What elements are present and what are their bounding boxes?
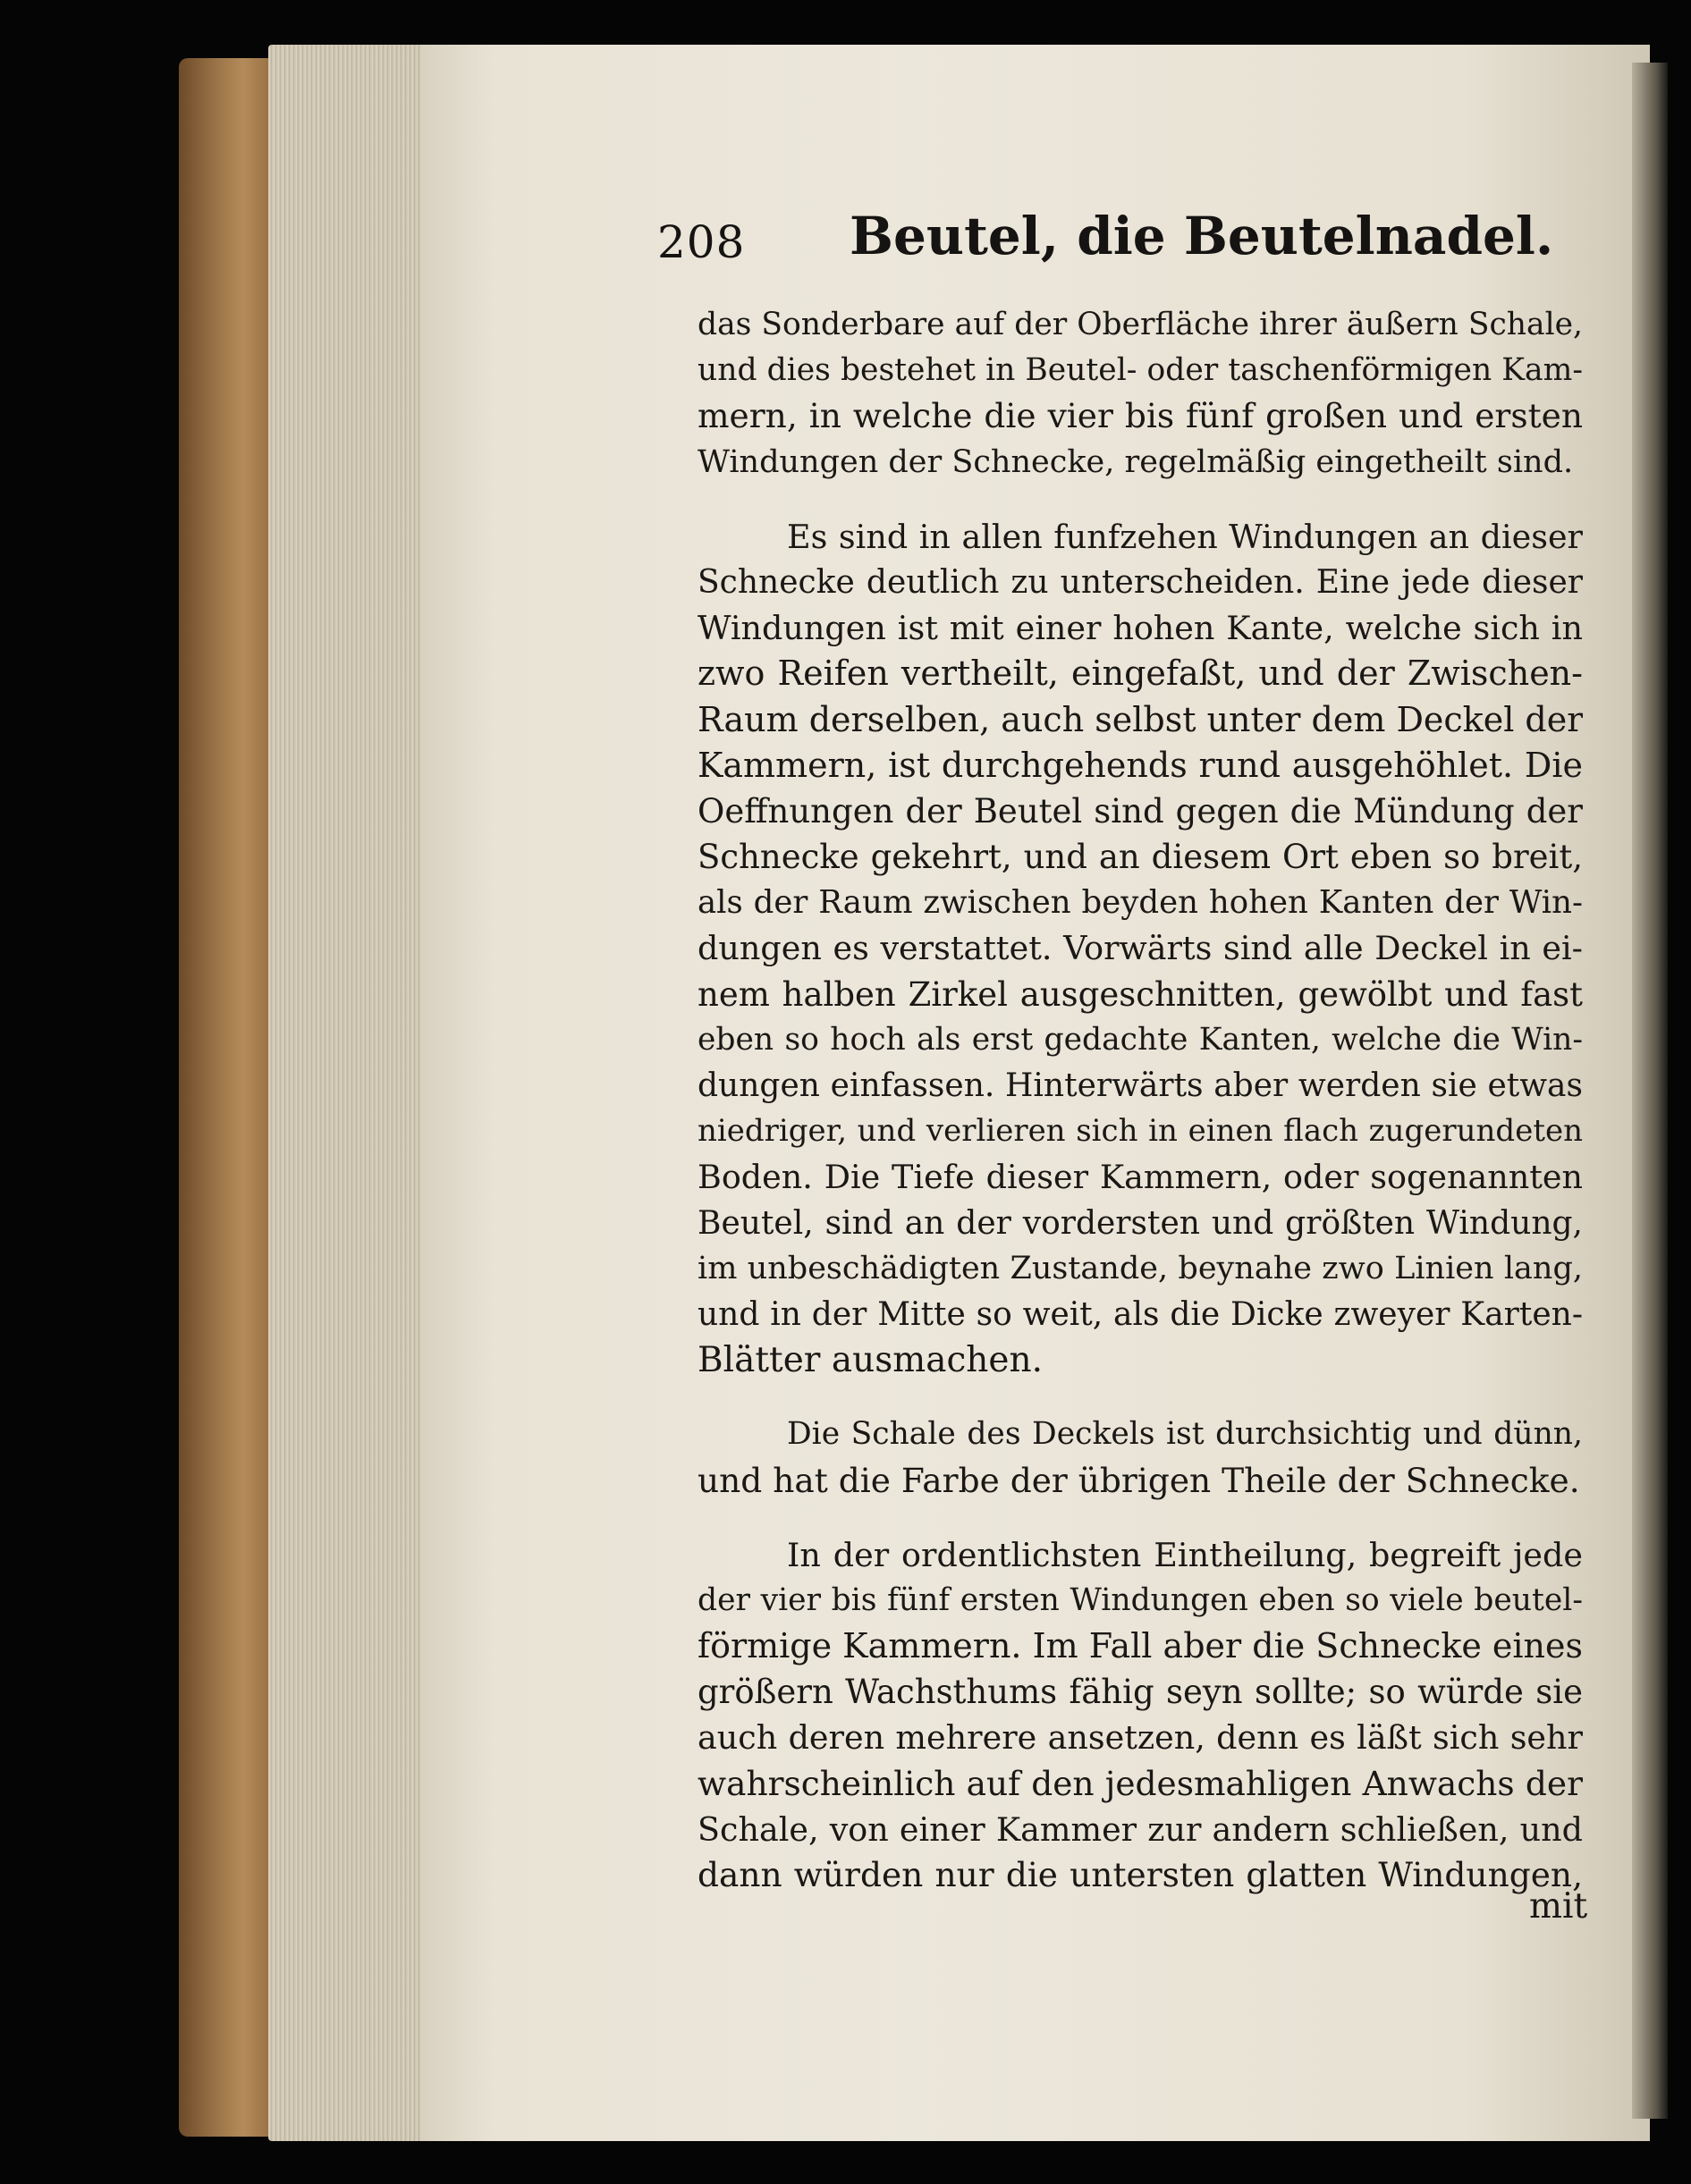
text-line: der vier bis fünf ersten Windungen eben so viele beutel- xyxy=(698,1581,1583,1618)
text-line: dungen es verstattet. Vorwärts sind alle Deckel in ei- xyxy=(698,929,1583,968)
text-line: mern, in welche die vier bis fünf großen und ersten xyxy=(698,396,1583,436)
text-line: In der ordentlichsten Eintheilung, begreift jede xyxy=(787,1535,1583,1574)
text-line: und hat die Farbe der übrigen Theile der Schnecke. xyxy=(698,1460,1580,1500)
text-line: größern Wachsthums fähig seyn sollte; so würde sie xyxy=(698,1673,1583,1712)
text-line: im unbeschädigten Zustande, beynahe zwo Linien lang, xyxy=(698,1250,1583,1286)
text-line: Beutel, sind an der vordersten und größten Windung, xyxy=(698,1204,1583,1242)
text-line: und dies bestehet in Beutel- oder taschenförmigen Kam- xyxy=(698,352,1583,389)
text-line: auch deren mehrere ansetzen, denn es läßt sich sehr xyxy=(698,1718,1583,1758)
text-line: Es sind in allen funfzehen Windungen an dieser xyxy=(787,517,1583,556)
text-line: Oeffnungen der Beutel sind gegen die Mündung der xyxy=(698,791,1583,831)
paragraph-1 xyxy=(698,302,1583,485)
text-line: Schnecke deutlich zu unterscheiden. Eine jede dieser xyxy=(698,563,1583,601)
text-line: wahrscheinlich auf den jedesmahligen Anwachs der xyxy=(698,1763,1583,1803)
text-line: Die Schale des Deckels ist durchsichtig und dünn, xyxy=(787,1416,1583,1453)
running-title: Beutel, die Beutelnadel. xyxy=(850,206,1554,266)
body-text xyxy=(698,302,1583,1898)
page-number: 208 xyxy=(657,216,746,268)
text-line: nem halben Zirkel ausgeschnitten, gewölbt und fast xyxy=(698,974,1583,1014)
text-line: und in der Mitte so weit, als die Dicke zweyer Karten- xyxy=(698,1295,1583,1333)
paragraph-2 xyxy=(698,514,1583,1384)
book-gutter xyxy=(1632,63,1668,2119)
page-header xyxy=(657,206,1587,286)
text-line: Schale, von einer Kammer zur andern schließen, und xyxy=(698,1809,1583,1849)
text-line: Schnecke gekehrt, und an diesem Ort eben so breit, xyxy=(698,838,1583,877)
text-line: dungen einfassen. Hinterwärts aber werden sie etwas xyxy=(698,1067,1583,1104)
text-line: eben so hoch als erst gedachte Kanten, welche die Win- xyxy=(698,1021,1583,1058)
catchword: mit xyxy=(1529,1886,1588,1927)
text-line: Kammern, ist durchgehends rund ausgehöhlet. Die xyxy=(698,745,1583,785)
text-line: Windungen der Schnecke, regelmäßig eingetheilt sind. xyxy=(698,443,1574,480)
text-line: Windungen ist mit einer hohen Kante, welche sich in xyxy=(698,609,1583,648)
paragraph-3 xyxy=(698,1412,1583,1503)
text-line: zwo Reifen vertheilt, eingefaßt, und der Zwischen- xyxy=(698,654,1583,694)
text-line: Blätter ausmachen. xyxy=(698,1340,1044,1381)
paragraph-4 xyxy=(698,1532,1583,1899)
text-line: förmige Kammern. Im Fall aber die Schnecke eines xyxy=(698,1626,1583,1666)
text-line: das Sonderbare auf der Oberfläche ihrer äußern Schale, xyxy=(698,307,1583,342)
text-line: als der Raum zwischen beyden hohen Kanten der Win- xyxy=(698,884,1583,922)
text-line: Raum derselben, auch selbst unter dem Deckel der xyxy=(698,699,1583,739)
text-line: Boden. Die Tiefe dieser Kammern, oder sogenannten xyxy=(698,1158,1583,1197)
text-line: niedriger, und verlieren sich in einen flach zugerundeten xyxy=(698,1113,1583,1150)
text-line: dann würden nur die untersten glatten Windungen, xyxy=(698,1855,1583,1894)
page-edges xyxy=(268,45,438,2141)
